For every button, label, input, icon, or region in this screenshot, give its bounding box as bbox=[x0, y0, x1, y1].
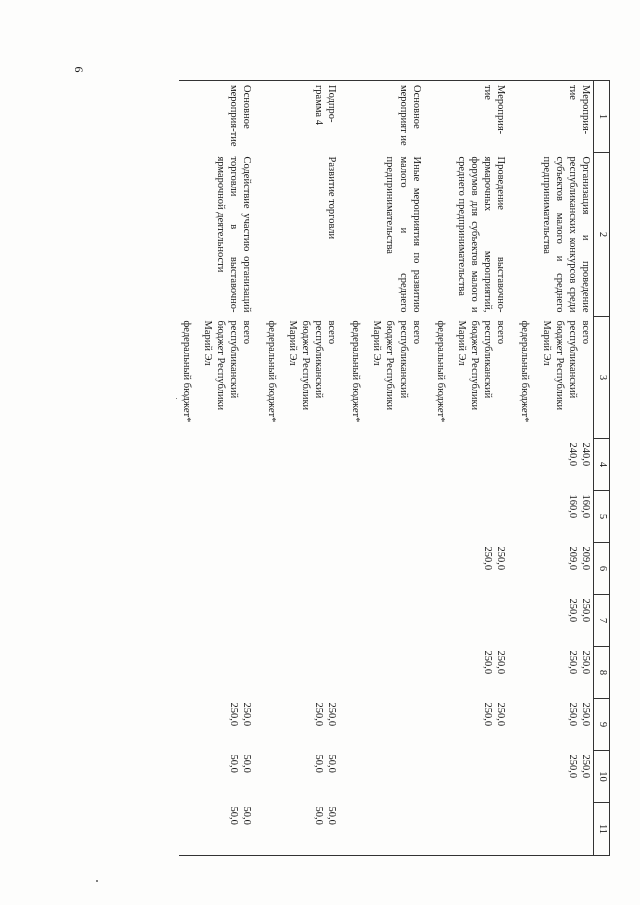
amount-value bbox=[214, 807, 227, 852]
amount-value bbox=[494, 807, 507, 852]
value-cell-col-7 bbox=[264, 595, 349, 647]
amount-value bbox=[494, 755, 507, 799]
amount-value: 160,0 bbox=[580, 494, 591, 519]
amount-value bbox=[468, 599, 481, 643]
amount-value bbox=[410, 599, 423, 643]
amount-value: 250,0 bbox=[482, 650, 494, 675]
amount-value bbox=[410, 703, 423, 747]
amount-value bbox=[468, 703, 481, 747]
amount-value: 250,0 bbox=[580, 598, 591, 623]
event-type-cell: Основное мероприя-тие bbox=[179, 81, 264, 153]
amount-value: 50,0 bbox=[228, 806, 240, 825]
amount-value: 250,0 bbox=[495, 546, 507, 571]
funding-source-cell bbox=[264, 317, 349, 439]
amount-value bbox=[397, 703, 410, 747]
table-row bbox=[264, 81, 349, 856]
amount-value bbox=[553, 443, 566, 487]
table-row bbox=[179, 81, 264, 856]
amount-value bbox=[410, 443, 423, 487]
column-header-7: 7 bbox=[594, 595, 610, 647]
amount-value: 250,0 bbox=[482, 702, 494, 727]
amount-value bbox=[553, 547, 566, 591]
amount-value bbox=[299, 703, 312, 747]
table-row bbox=[348, 81, 433, 856]
funding-source-label: федеральный бюджет* bbox=[265, 320, 277, 423]
table-row bbox=[433, 81, 518, 856]
event-type-cell: Мероприя-тие bbox=[433, 81, 518, 153]
amount-value bbox=[312, 651, 325, 695]
amount-value bbox=[384, 755, 397, 799]
column-header-8: 8 bbox=[594, 647, 610, 699]
value-cell-col-5 bbox=[348, 491, 433, 543]
funding-source-label: всего bbox=[326, 320, 338, 345]
value-cell-col-6 bbox=[517, 543, 593, 595]
amount-value bbox=[215, 599, 228, 643]
amount-value bbox=[410, 807, 423, 852]
amount-value bbox=[214, 755, 227, 799]
funding-source-label: республиканский бюджет Республики Марий Эл bbox=[456, 320, 494, 411]
table-row bbox=[517, 81, 593, 856]
amount-value bbox=[299, 443, 312, 487]
amount-value bbox=[494, 495, 507, 539]
value-cell-col-6 bbox=[179, 543, 264, 595]
value-cell-col-11 bbox=[179, 803, 264, 856]
funding-source-label: республиканский бюджет Республики Марий Эл bbox=[540, 320, 578, 411]
value-cell-col-6 bbox=[433, 543, 518, 595]
funding-source-label: всего bbox=[241, 320, 253, 345]
amount-value: 250,0 bbox=[580, 754, 591, 779]
column-header-2: 2 bbox=[594, 153, 610, 317]
value-cell-col-8 bbox=[179, 647, 264, 699]
amount-value bbox=[553, 495, 566, 539]
funding-source-label: федеральный бюджет* bbox=[434, 320, 446, 423]
value-cell-col-8 bbox=[433, 647, 518, 699]
value-cell-col-4 bbox=[348, 439, 433, 491]
amount-value bbox=[241, 495, 254, 539]
amount-value: 250,0 bbox=[566, 702, 578, 727]
amount-value: 160,0 bbox=[566, 494, 578, 519]
amount-value bbox=[384, 599, 397, 643]
value-cell-col-7 bbox=[179, 595, 264, 647]
amount-value bbox=[241, 547, 254, 591]
funding-source-label: республиканский бюджет Республики Марий Эл bbox=[286, 320, 324, 411]
amount-value bbox=[228, 443, 241, 487]
amount-value bbox=[325, 651, 338, 695]
funding-source-label: федеральный бюджет* bbox=[519, 320, 531, 423]
amount-value bbox=[579, 807, 592, 852]
amount-value: 50,0 bbox=[326, 806, 338, 825]
funding-source-label: федеральный бюджет* bbox=[350, 320, 362, 423]
amount-value bbox=[299, 807, 312, 852]
amount-value: 250,0 bbox=[495, 650, 507, 675]
amount-value bbox=[228, 651, 241, 695]
amount-value bbox=[410, 651, 423, 695]
rotated-table-wrapper bbox=[100, 80, 610, 855]
amount-value: 250,0 bbox=[326, 702, 338, 727]
value-cell-col-8 bbox=[517, 647, 593, 699]
amount-value bbox=[566, 807, 579, 852]
value-cell-col-8 bbox=[348, 647, 433, 699]
amount-value bbox=[481, 443, 494, 487]
value-cell-col-4 bbox=[433, 439, 518, 491]
funding-source-label: республиканский бюджет Республики Марий Эл bbox=[202, 320, 240, 411]
value-cell-col-10 bbox=[179, 751, 264, 803]
amount-value bbox=[215, 443, 228, 487]
amount-value: 250,0 bbox=[482, 546, 494, 571]
amount-value bbox=[553, 703, 566, 747]
amount-value bbox=[384, 443, 397, 487]
amount-value bbox=[228, 495, 241, 539]
amount-value: 240,0 bbox=[580, 442, 591, 467]
funding-source-label: всего bbox=[410, 320, 422, 345]
amount-value: 50,0 bbox=[313, 806, 324, 825]
amount-value bbox=[384, 703, 397, 747]
amount-value bbox=[397, 443, 410, 487]
amount-value bbox=[468, 495, 481, 539]
amount-value bbox=[553, 651, 566, 695]
funding-source-label: всего bbox=[580, 320, 591, 345]
value-cell-col-10 bbox=[517, 751, 593, 803]
value-cell-col-7 bbox=[348, 595, 433, 647]
amount-value bbox=[494, 599, 507, 643]
amount-value bbox=[481, 599, 494, 643]
event-name-cell: Организация и проведение республиканских конкурсов среди субъектов малого и среднего предпринимательства bbox=[540, 156, 591, 313]
funding-source-cell bbox=[179, 317, 264, 439]
amount-value bbox=[228, 547, 241, 591]
value-cell-col-9 bbox=[433, 699, 518, 751]
amount-value bbox=[312, 495, 325, 539]
value-cell-col-5 bbox=[517, 491, 593, 543]
column-header-4: 4 bbox=[594, 439, 610, 491]
amount-value bbox=[468, 443, 481, 487]
amount-value bbox=[325, 547, 338, 591]
funding-source-cell bbox=[517, 317, 593, 439]
amount-value bbox=[397, 651, 410, 695]
amount-value: 250,0 bbox=[241, 702, 253, 727]
amount-value bbox=[481, 807, 494, 852]
event-name-cell: Иные мероприятия по развитию малого и среднего предпринимательства bbox=[384, 156, 422, 313]
column-header-6: 6 bbox=[594, 543, 610, 595]
amount-value bbox=[481, 495, 494, 539]
amount-value bbox=[494, 443, 507, 487]
amount-value bbox=[312, 443, 325, 487]
column-header-10: 10 bbox=[594, 751, 610, 803]
value-cell-col-9 bbox=[517, 699, 593, 751]
amount-value bbox=[228, 599, 241, 643]
amount-value: 250,0 bbox=[566, 754, 578, 779]
value-cell-col-5 bbox=[179, 491, 264, 543]
amount-value bbox=[468, 807, 481, 852]
value-cell-col-7 bbox=[517, 595, 593, 647]
value-cell-col-5 bbox=[264, 491, 349, 543]
value-cell-col-4 bbox=[264, 439, 349, 491]
amount-value bbox=[325, 443, 338, 487]
funding-source-label: всего bbox=[495, 320, 507, 345]
amount-value bbox=[553, 755, 566, 799]
amount-value bbox=[312, 547, 325, 591]
amount-value bbox=[325, 495, 338, 539]
amount-value bbox=[241, 651, 254, 695]
amount-value bbox=[468, 651, 481, 695]
column-header-11: 11 bbox=[594, 803, 610, 856]
amount-value: 250,0 bbox=[228, 702, 240, 727]
value-cell-col-10 bbox=[264, 751, 349, 803]
amount-value bbox=[384, 807, 397, 852]
amount-value: 50,0 bbox=[313, 754, 324, 773]
amount-value: 250,0 bbox=[566, 598, 578, 623]
value-cell-col-10 bbox=[348, 751, 433, 803]
amount-value bbox=[468, 755, 481, 799]
event-name-cell: Проведение выставочно-ярмарочных мероприятий, форумов для субъектов малого и среднего предпринимательства bbox=[456, 156, 507, 313]
amount-value bbox=[410, 547, 423, 591]
event-name-cell: Содействие участию организаций торговли в выставочно-ярмарочной деятельности bbox=[215, 156, 253, 313]
amount-value: 240,0 bbox=[566, 442, 578, 467]
amount-value bbox=[325, 599, 338, 643]
amount-value bbox=[299, 495, 312, 539]
value-cell-col-8 bbox=[264, 647, 349, 699]
amount-value bbox=[241, 599, 254, 643]
amount-value: 250,0 bbox=[580, 650, 591, 675]
funding-source-cell bbox=[433, 317, 518, 439]
page-number: 9 bbox=[71, 66, 86, 73]
value-cell-col-6 bbox=[348, 543, 433, 595]
amount-value bbox=[397, 547, 410, 591]
table-body bbox=[179, 81, 594, 856]
amount-value: 50,0 bbox=[241, 754, 253, 773]
value-cell-col-6 bbox=[264, 543, 349, 595]
amount-value bbox=[299, 651, 312, 695]
value-cell-col-9 bbox=[348, 699, 433, 751]
amount-value bbox=[481, 755, 494, 799]
amount-value bbox=[397, 599, 410, 643]
column-header-5: 5 bbox=[594, 491, 610, 543]
amount-value bbox=[468, 547, 481, 591]
amount-value: 50,0 bbox=[241, 806, 253, 825]
amount-value bbox=[553, 807, 566, 852]
column-header-1: 1 bbox=[594, 81, 610, 153]
value-cell-col-11 bbox=[348, 803, 433, 856]
column-header-3: 3 bbox=[594, 317, 610, 439]
amount-value bbox=[215, 651, 228, 695]
amount-value bbox=[384, 651, 397, 695]
value-cell-col-4 bbox=[517, 439, 593, 491]
amount-value bbox=[241, 443, 254, 487]
value-cell-col-9 bbox=[264, 699, 349, 751]
amount-value bbox=[384, 547, 397, 591]
value-cell-col-11 bbox=[264, 803, 349, 856]
amount-value bbox=[553, 599, 566, 643]
value-cell-col-4 bbox=[179, 439, 264, 491]
funding-source-label: федеральный бюджет* bbox=[181, 320, 192, 423]
column-header-9: 9 bbox=[594, 699, 610, 751]
amount-value: 250,0 bbox=[495, 702, 507, 727]
amount-value bbox=[397, 755, 410, 799]
amount-value: 209,0 bbox=[566, 546, 578, 571]
funding-source-label: республиканский бюджет Республики Марий Эл bbox=[371, 320, 409, 411]
amount-value bbox=[299, 599, 312, 643]
value-cell-col-10 bbox=[433, 751, 518, 803]
amount-value bbox=[410, 495, 423, 539]
amount-value: 250,0 bbox=[566, 650, 578, 675]
amount-value bbox=[410, 755, 423, 799]
funding-table bbox=[179, 80, 610, 856]
amount-value bbox=[384, 495, 397, 539]
event-type-cell: Мероприя-тие bbox=[517, 81, 593, 153]
amount-value bbox=[397, 807, 410, 852]
amount-value bbox=[299, 547, 312, 591]
value-cell-col-7 bbox=[433, 595, 518, 647]
amount-value bbox=[215, 547, 228, 591]
amount-value: 50,0 bbox=[326, 754, 338, 773]
scan-speck bbox=[96, 880, 98, 882]
value-cell-col-11 bbox=[433, 803, 518, 856]
amount-value bbox=[397, 495, 410, 539]
funding-source-cell bbox=[348, 317, 433, 439]
amount-value: 50,0 bbox=[228, 754, 240, 773]
amount-value: 250,0 bbox=[580, 702, 591, 727]
event-type-cell: Основное мероприят ие bbox=[348, 81, 433, 153]
amount-value bbox=[312, 599, 325, 643]
amount-value bbox=[214, 703, 227, 747]
header-row bbox=[594, 81, 610, 856]
value-cell-col-9 bbox=[179, 699, 264, 751]
amount-value bbox=[215, 495, 228, 539]
amount-value: 209,0 bbox=[580, 546, 591, 571]
value-cell-col-5 bbox=[433, 491, 518, 543]
event-name-cell: Развитие торговли bbox=[326, 156, 338, 240]
amount-value bbox=[299, 755, 312, 799]
value-cell-col-11 bbox=[517, 803, 593, 856]
amount-value: 250,0 bbox=[313, 702, 324, 727]
event-type-cell: Подпро-грамма 4 bbox=[264, 81, 349, 153]
